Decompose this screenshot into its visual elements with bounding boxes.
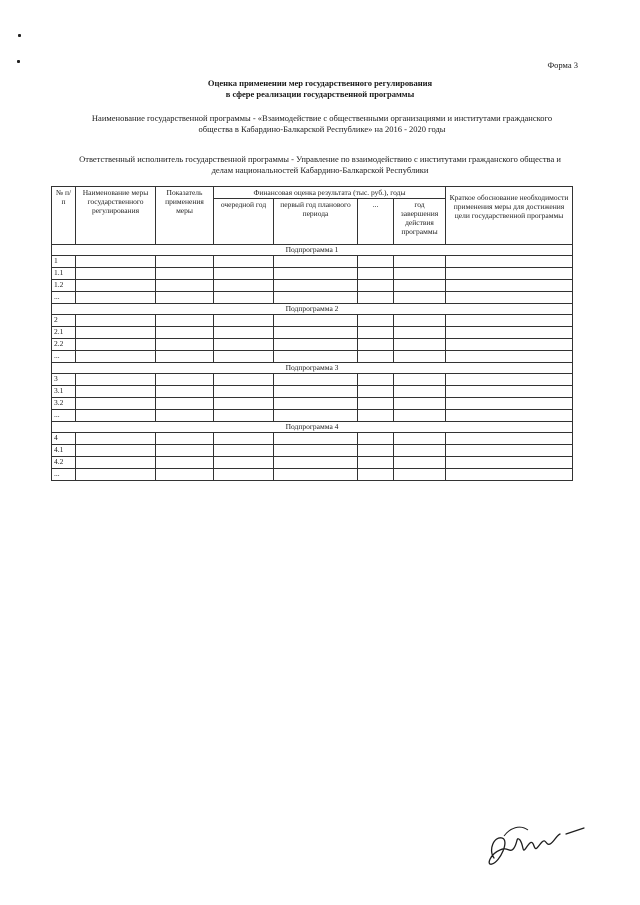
table-cell xyxy=(76,374,156,386)
table-cell xyxy=(76,256,156,268)
table-cell xyxy=(394,256,446,268)
executor-line-2: делам национальностей Кабардино-Балкарской Республики xyxy=(211,165,429,175)
table-cell xyxy=(156,386,214,398)
table-cell xyxy=(156,268,214,280)
table-cell xyxy=(358,457,394,469)
table-row xyxy=(52,374,573,386)
table-cell xyxy=(394,268,446,280)
table-cell xyxy=(394,386,446,398)
table-cell xyxy=(358,386,394,398)
table-cell xyxy=(76,292,156,304)
table-row xyxy=(52,351,573,363)
table-cell xyxy=(358,374,394,386)
table-cell xyxy=(358,256,394,268)
row-number: 1.2 xyxy=(52,280,76,292)
row-number: ... xyxy=(52,351,76,363)
regulation-measures-table xyxy=(51,186,573,481)
table-cell xyxy=(358,280,394,292)
table-cell xyxy=(156,351,214,363)
table-cell xyxy=(156,374,214,386)
table-cell xyxy=(214,292,274,304)
title-line-2: в сфере реализации государственной программы xyxy=(225,89,415,99)
table-cell xyxy=(358,433,394,445)
scan-mark-top xyxy=(18,34,21,37)
table-cell xyxy=(214,256,274,268)
program-name-line-2: общества в Кабардино-Балкарской Республике» на 2016 - 2020 годы xyxy=(198,124,446,134)
table-cell xyxy=(446,457,573,469)
table-cell xyxy=(394,433,446,445)
row-number: 4 xyxy=(52,433,76,445)
table-cell xyxy=(394,292,446,304)
table-cell xyxy=(274,374,358,386)
row-number: 3.1 xyxy=(52,386,76,398)
document-title xyxy=(100,78,540,100)
table-cell xyxy=(446,256,573,268)
table-cell xyxy=(446,280,573,292)
table-cell xyxy=(156,433,214,445)
table-row xyxy=(52,469,573,481)
table-cell xyxy=(156,292,214,304)
row-number: 1 xyxy=(52,256,76,268)
table-cell xyxy=(214,339,274,351)
table-cell xyxy=(446,433,573,445)
header-current-year: очередной год xyxy=(214,199,274,245)
table-cell xyxy=(274,351,358,363)
table-cell xyxy=(76,280,156,292)
row-number: 3 xyxy=(52,374,76,386)
header-end-year: год завершения действия программы xyxy=(394,199,446,245)
table-cell xyxy=(274,292,358,304)
table-cell xyxy=(214,457,274,469)
table-cell xyxy=(446,292,573,304)
table-cell xyxy=(76,339,156,351)
table-cell xyxy=(274,280,358,292)
table-cell xyxy=(76,433,156,445)
table-cell xyxy=(156,445,214,457)
signature xyxy=(480,806,600,876)
table-row xyxy=(52,386,573,398)
table-row xyxy=(52,327,573,339)
table-cell xyxy=(394,374,446,386)
table-cell xyxy=(156,469,214,481)
table-cell xyxy=(446,268,573,280)
table-cell xyxy=(394,445,446,457)
row-number: 2 xyxy=(52,315,76,327)
table-cell xyxy=(446,410,573,422)
table-cell xyxy=(274,469,358,481)
table-cell xyxy=(394,315,446,327)
table-cell xyxy=(274,445,358,457)
subprogram-row xyxy=(52,363,573,374)
table-row xyxy=(52,315,573,327)
table-cell xyxy=(156,256,214,268)
table-row xyxy=(52,433,573,445)
table-cell xyxy=(76,386,156,398)
table-cell xyxy=(214,398,274,410)
row-number: ... xyxy=(52,469,76,481)
table-row xyxy=(52,457,573,469)
table-cell xyxy=(156,410,214,422)
table-row xyxy=(52,280,573,292)
table-cell xyxy=(394,280,446,292)
subprogram-title: Подпрограмма 4 xyxy=(52,422,573,433)
table-cell xyxy=(358,398,394,410)
table-cell xyxy=(76,351,156,363)
subprogram-title: Подпрограмма 3 xyxy=(52,363,573,374)
table-cell xyxy=(214,433,274,445)
table-cell xyxy=(358,445,394,457)
table-cell xyxy=(274,339,358,351)
table-row xyxy=(52,410,573,422)
table-cell xyxy=(214,374,274,386)
header-first-plan-year: первый год планового периода xyxy=(274,199,358,245)
table-cell xyxy=(358,351,394,363)
row-number: 4.2 xyxy=(52,457,76,469)
table-cell xyxy=(214,410,274,422)
table-body xyxy=(52,245,573,481)
form-label: Форма 3 xyxy=(547,60,578,70)
table-cell xyxy=(156,457,214,469)
table-row xyxy=(52,398,573,410)
table-cell xyxy=(358,315,394,327)
table-cell xyxy=(76,315,156,327)
table-cell xyxy=(394,457,446,469)
table-cell xyxy=(156,398,214,410)
subprogram-row xyxy=(52,245,573,256)
table-cell xyxy=(358,469,394,481)
header-measure: Наименование меры государственного регулирования xyxy=(76,187,156,245)
table-cell xyxy=(446,374,573,386)
row-number: ... xyxy=(52,292,76,304)
header-indicator: Показатель применения меры xyxy=(156,187,214,245)
table-cell xyxy=(446,351,573,363)
table-cell xyxy=(394,327,446,339)
subprogram-row xyxy=(52,422,573,433)
table-cell xyxy=(274,410,358,422)
responsible-executor xyxy=(50,154,590,176)
table-cell xyxy=(76,410,156,422)
table-cell xyxy=(156,339,214,351)
table-cell xyxy=(76,268,156,280)
table-row xyxy=(52,445,573,457)
table-cell xyxy=(274,457,358,469)
scan-mark-middle xyxy=(17,60,20,63)
table-cell xyxy=(214,315,274,327)
row-number: 2.1 xyxy=(52,327,76,339)
row-number: 1.1 xyxy=(52,268,76,280)
table-cell xyxy=(358,410,394,422)
table-row xyxy=(52,268,573,280)
table-cell xyxy=(76,327,156,339)
table-cell xyxy=(394,410,446,422)
table-cell xyxy=(214,280,274,292)
header-finance: Финансовая оценка результата (тыс. руб.), годы xyxy=(214,187,446,199)
table-cell xyxy=(76,445,156,457)
table-cell xyxy=(394,398,446,410)
table-cell xyxy=(214,268,274,280)
table-cell xyxy=(274,386,358,398)
table-row xyxy=(52,339,573,351)
table-cell xyxy=(76,469,156,481)
table-cell xyxy=(274,327,358,339)
row-number: 2.2 xyxy=(52,339,76,351)
table-cell xyxy=(156,327,214,339)
table-cell xyxy=(394,339,446,351)
header-num: № п/п xyxy=(52,187,76,245)
subprogram-title: Подпрограмма 1 xyxy=(52,245,573,256)
table-cell xyxy=(446,315,573,327)
row-number: ... xyxy=(52,410,76,422)
table-cell xyxy=(446,386,573,398)
table-cell xyxy=(274,315,358,327)
table-cell xyxy=(76,398,156,410)
table-cell xyxy=(214,469,274,481)
table-cell xyxy=(446,445,573,457)
table-cell xyxy=(446,398,573,410)
table-cell xyxy=(156,280,214,292)
table-cell xyxy=(358,327,394,339)
row-number: 3.2 xyxy=(52,398,76,410)
table-cell xyxy=(156,315,214,327)
header-dots: ... xyxy=(358,199,394,245)
table-cell xyxy=(394,469,446,481)
table-cell xyxy=(358,268,394,280)
program-name-line-1: Наименование государственной программы - «Взаимодействие с общественными организациями и институтами гражданского xyxy=(91,113,553,123)
table-cell xyxy=(446,469,573,481)
table-cell xyxy=(214,386,274,398)
subprogram-row xyxy=(52,304,573,315)
executor-line-1: Ответственный исполнитель государственной программы - Управление по взаимодействию с институтами гражданского общества и xyxy=(79,154,561,164)
table-cell xyxy=(76,457,156,469)
table-cell xyxy=(274,268,358,280)
table-cell xyxy=(394,351,446,363)
table-cell xyxy=(358,339,394,351)
table-cell xyxy=(214,351,274,363)
program-name xyxy=(62,113,582,135)
table-cell xyxy=(446,327,573,339)
table-cell xyxy=(358,292,394,304)
table-cell xyxy=(214,327,274,339)
subprogram-title: Подпрограмма 2 xyxy=(52,304,573,315)
table-cell xyxy=(274,256,358,268)
table-cell xyxy=(446,339,573,351)
header-rationale: Краткое обоснование необходимости применения меры для достижения цели государственной программы xyxy=(446,187,573,245)
title-line-1: Оценка применении мер государственного регулирования xyxy=(207,78,433,88)
table-row xyxy=(52,256,573,268)
table-cell xyxy=(274,433,358,445)
row-number: 4.1 xyxy=(52,445,76,457)
table-cell xyxy=(214,445,274,457)
table-row xyxy=(52,292,573,304)
table-cell xyxy=(274,398,358,410)
